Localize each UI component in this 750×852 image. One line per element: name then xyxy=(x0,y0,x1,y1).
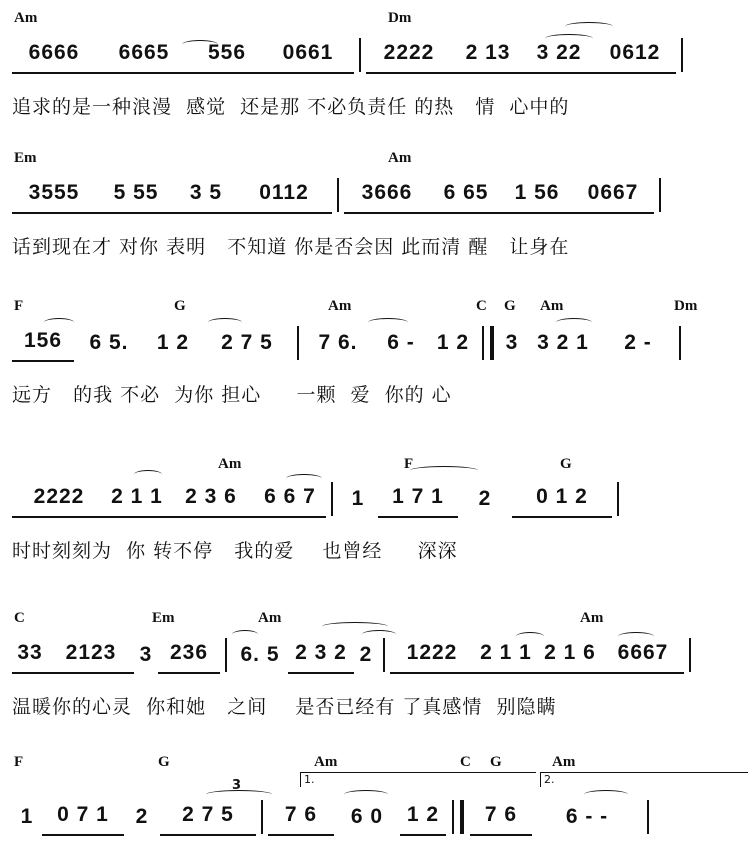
note-group: 2 1 6 xyxy=(538,636,602,674)
note-group: 7 6 xyxy=(268,798,334,836)
chord-symbol: C xyxy=(476,298,487,314)
note-group: 3 2 1 xyxy=(537,331,589,354)
chord-symbol: Dm xyxy=(674,298,698,314)
chord-symbol: Am xyxy=(540,298,564,314)
tie-arc xyxy=(344,790,388,799)
chord-symbol: G xyxy=(158,754,170,770)
chord-symbol: Am xyxy=(328,298,352,314)
note-group: 0612 xyxy=(594,36,676,74)
barline xyxy=(261,800,263,834)
notation-line xyxy=(12,482,748,516)
lyrics-line: 话到现在才 对你 表明 不知道 你是否会因 此而清 醒 让身在 xyxy=(12,236,570,258)
notation-line xyxy=(12,38,748,72)
chord-symbol: Am xyxy=(14,10,38,26)
note-group: 236 xyxy=(158,636,220,674)
note-group: 2123 xyxy=(48,636,134,674)
note-group: 3 5 xyxy=(176,176,236,214)
note-group: 2 xyxy=(478,487,492,510)
chord-symbol: Em xyxy=(152,610,175,626)
chord-symbol: F xyxy=(14,754,24,770)
note-group: 1 7 1 xyxy=(378,480,458,518)
note-group: 0112 xyxy=(236,176,332,214)
note-group: 6 6 7 xyxy=(254,480,326,518)
note-group: 2 - xyxy=(624,331,652,354)
note-group: 6 - - xyxy=(565,805,609,828)
note-group: 2 7 5 xyxy=(221,331,273,354)
note-group: 1 xyxy=(351,487,365,510)
volta-2-bracket: 2. xyxy=(540,772,748,787)
chord-symbol: Am xyxy=(218,456,242,472)
note-group: 6. 5 xyxy=(240,643,280,666)
volta-1-bracket: 1. xyxy=(300,772,536,787)
barline xyxy=(679,326,681,360)
note-group: 33 xyxy=(12,636,48,674)
system-4 xyxy=(0,448,750,578)
note-group: 3 22 xyxy=(524,36,594,74)
tie-arc xyxy=(410,466,478,475)
chord-symbol: Dm xyxy=(388,10,412,26)
notation-line xyxy=(12,800,748,834)
barline xyxy=(225,638,227,672)
note-group: 2 13 xyxy=(452,36,524,74)
chord-symbol: G xyxy=(504,298,516,314)
chord-symbol: Em xyxy=(14,150,37,166)
notation-line xyxy=(12,638,748,672)
note-group: 0667 xyxy=(572,176,654,214)
notation-line xyxy=(12,178,748,212)
barline xyxy=(689,638,691,672)
barline xyxy=(647,800,649,834)
note-group: 0 7 1 xyxy=(42,798,124,836)
note-group: 1 2 xyxy=(436,331,470,354)
lyrics-line: 时时刻刻为 你 转不停 我的爱 也曾经 深深 xyxy=(12,540,458,562)
note-group: 7 6 xyxy=(470,798,532,836)
note-group: 2 xyxy=(359,643,373,666)
note-group: 2 1 1 xyxy=(474,636,538,674)
note-group: 1222 xyxy=(390,636,474,674)
chord-symbol: G xyxy=(174,298,186,314)
chord-symbol: Am xyxy=(388,150,412,166)
note-group: 156 xyxy=(12,324,74,362)
note-group: 2 1 1 xyxy=(106,480,168,518)
system-6 xyxy=(0,750,750,852)
lyrics-line: 追求的是一种浪漫 感觉 还是那 不必负责任 的热 情 心中的 xyxy=(12,96,570,118)
note-group: 1 xyxy=(20,805,34,828)
chord-symbol: C xyxy=(14,610,25,626)
note-group: 1 2 xyxy=(400,798,446,836)
note-group: 6 - xyxy=(387,331,415,354)
tie-arc xyxy=(565,22,613,31)
chord-symbol: G xyxy=(560,456,572,472)
chord-symbol: Am xyxy=(552,754,576,770)
note-group: 2 xyxy=(135,805,149,828)
note-group: 3 xyxy=(505,331,519,354)
note-group: 6667 xyxy=(602,636,684,674)
chord-symbol: F xyxy=(404,456,414,472)
chord-symbol: Am xyxy=(314,754,338,770)
note-group: 2222 xyxy=(366,36,452,74)
note-group: 7 6. xyxy=(318,331,358,354)
note-group: 6 65 xyxy=(430,176,502,214)
barline xyxy=(297,326,299,360)
triplet-mark: 3 xyxy=(232,778,242,793)
note-group: 2 3 6 xyxy=(168,480,254,518)
note-group: 3555 xyxy=(12,176,96,214)
note-group: 3 xyxy=(139,643,153,666)
note-group: 5 55 xyxy=(96,176,176,214)
note-group: 556 xyxy=(192,36,262,74)
system-1 xyxy=(0,4,750,134)
barline xyxy=(681,38,683,72)
chord-symbol: F xyxy=(14,298,24,314)
note-group: 3666 xyxy=(344,176,430,214)
note-group: 2 7 5 xyxy=(160,798,256,836)
barline xyxy=(331,482,333,516)
lyrics-line: 远方 的我 不必 为你 担心 一颗 爱 你的 心 xyxy=(12,384,452,406)
note-group: 6 0 xyxy=(350,805,384,828)
note-group: 6 5. xyxy=(89,331,129,354)
note-group: 1 56 xyxy=(502,176,572,214)
note-group: 2 3 2 xyxy=(288,636,354,674)
barline xyxy=(359,38,361,72)
note-group: 1 2 xyxy=(156,331,190,354)
barline xyxy=(617,482,619,516)
chord-symbol: C xyxy=(460,754,471,770)
chord-symbol: Am xyxy=(580,610,604,626)
chord-symbol: Am xyxy=(258,610,282,626)
notation-line xyxy=(12,326,748,360)
barline xyxy=(383,638,385,672)
system-5 xyxy=(0,604,750,734)
chord-symbol: G xyxy=(490,754,502,770)
repeat-end-barline xyxy=(452,800,464,834)
note-group: 6665 xyxy=(96,36,192,74)
system-3 xyxy=(0,292,750,422)
note-group: 2222 xyxy=(12,480,106,518)
note-group: 6666 xyxy=(12,36,96,74)
repeat-start-barline xyxy=(482,326,494,360)
note-group: 0661 xyxy=(262,36,354,74)
system-2 xyxy=(0,144,750,274)
tie-arc xyxy=(584,790,628,799)
lyrics-line: 温暖你的心灵 你和她 之间 是否已经有 了真感情 别隐瞒 xyxy=(12,696,557,718)
note-group: 0 1 2 xyxy=(512,480,612,518)
barline xyxy=(659,178,661,212)
barline xyxy=(337,178,339,212)
tie-arc xyxy=(134,470,162,479)
